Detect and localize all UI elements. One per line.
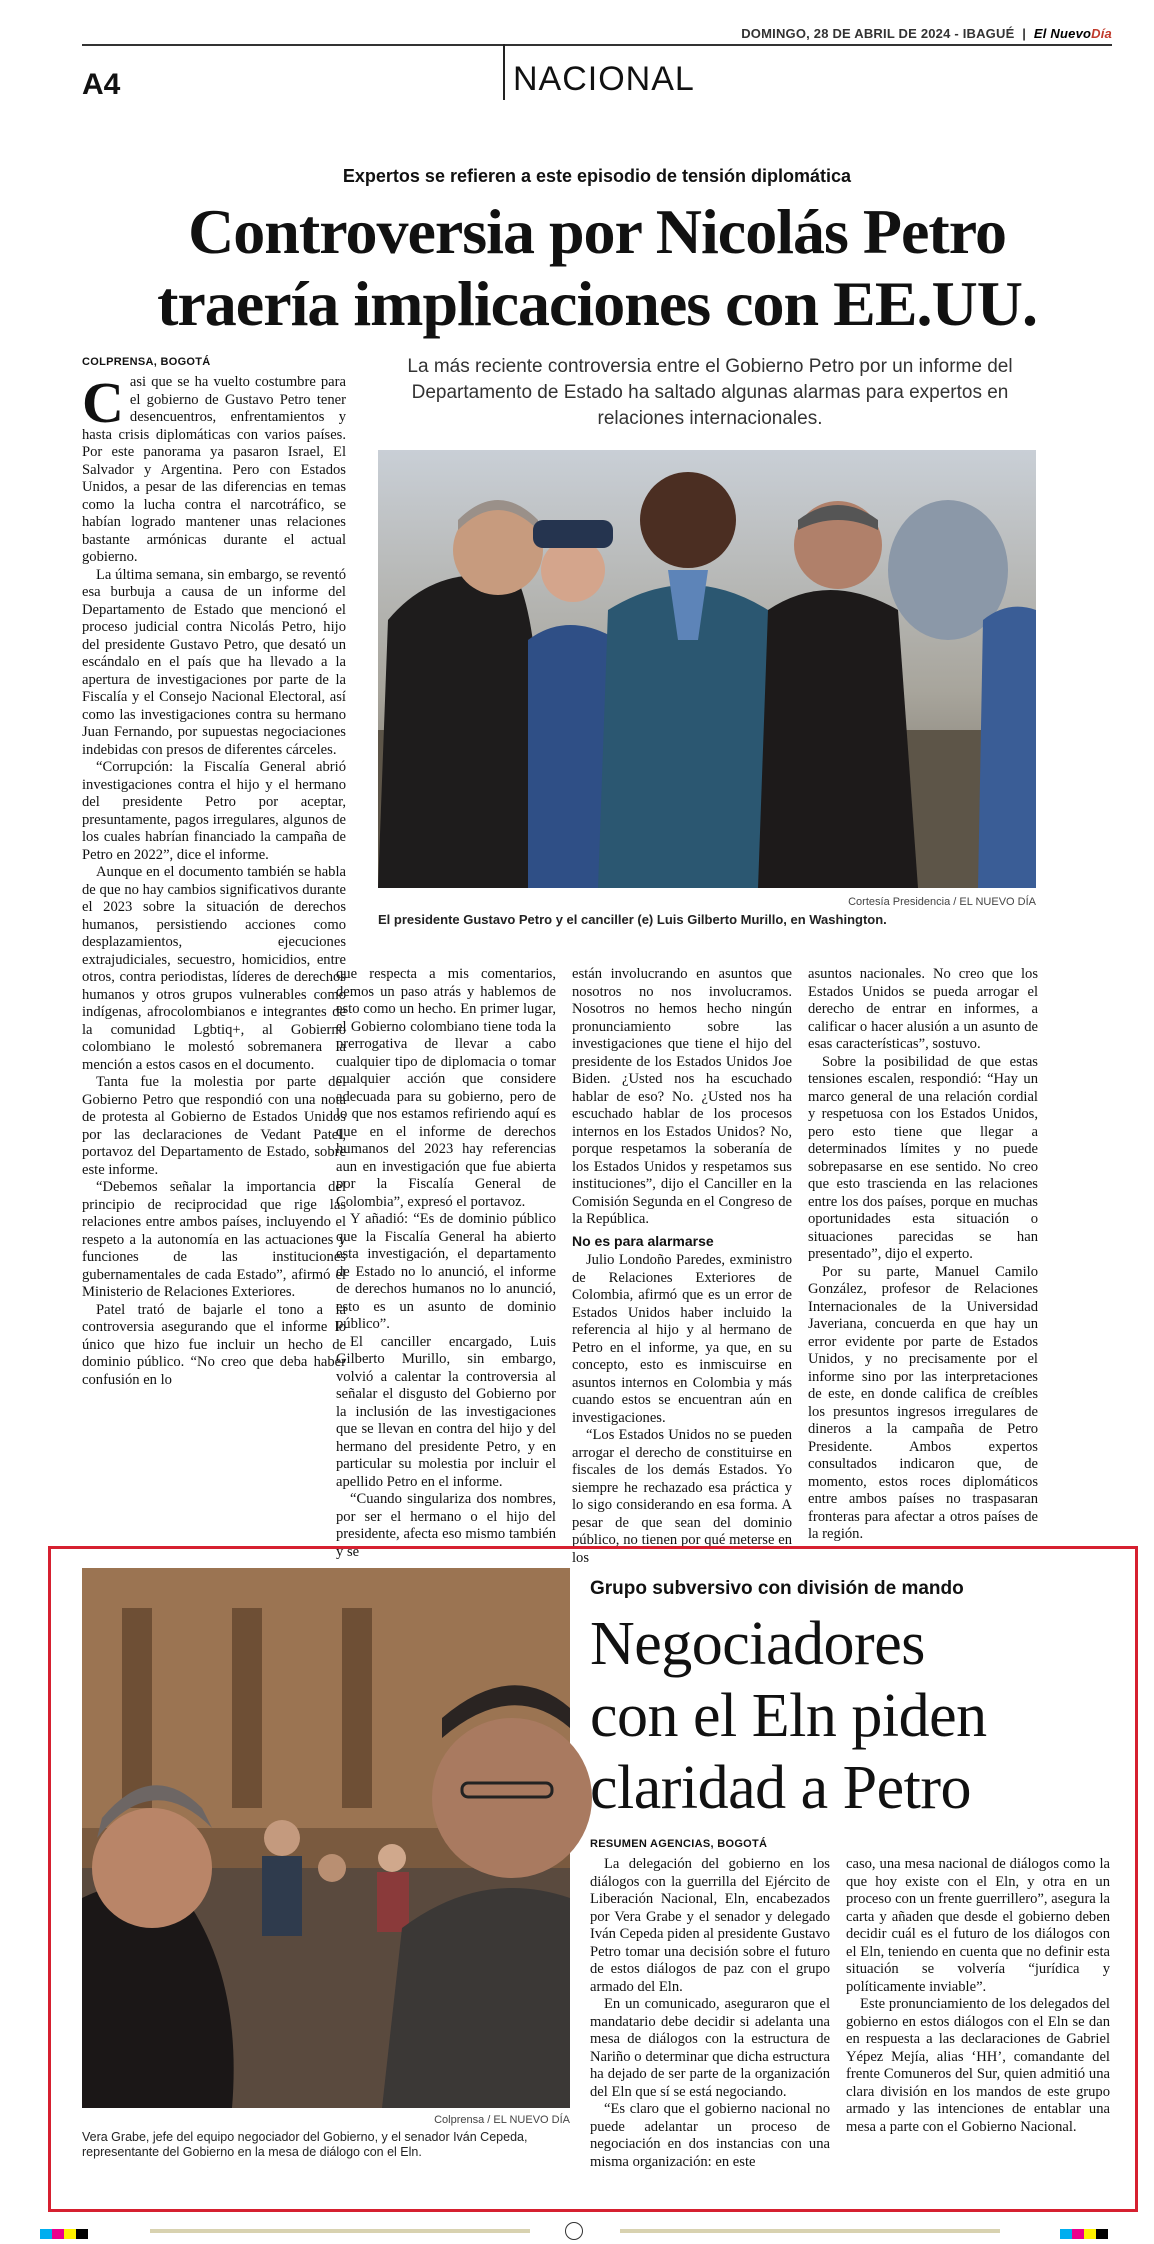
subhead: No es para alarmarse [572,1232,714,1249]
paragraph: La última semana, sin embargo, se reventó esa burbuja a causa de un informe del Departamento de Estado que mencionó el proceso judicial contra Nicolás Petro, hijo del presidente Gustavo Petro, que desató un escándalo en el país que ha llevado a la apertura de investigaciones por parte de la Fiscalía y el Consejo Nacional Electoral, así como las investigaciones contra su hermano Juan Fernando, por supuestas negociaciones indebidas con presos de diferentes cárceles. [82,566,346,758]
article1-headline: Controversia por Nicolás Petro traería implicaciones con EE.UU. [157,196,1037,339]
section-title: NACIONAL [513,60,695,98]
paragraph: “Los Estados Unidos no se pueden arrogar el derecho de constituirse en fiscales de los demás Estados. Yo siempre he rechazado esa práctica y lo sigo considerando en esa forma. A pesar de que sean del dominio público, no tienen por qué meterse en los [572,1427,792,1566]
paragraph: “Cuando singulariza dos nombres, por ser el hermano o el hijo del presidente, afecta eso mismo también y se [336,1491,556,1560]
paragraph: La delegación del gobierno en los diálogos con la guerrilla del Ejército de Liberación Nacional, Eln, encabezados por Vera Grabe y el senador y delegado Iván Cepeda piden al presidente Gustavo Petro tomar una decisión sobre el futuro de estos diálogos de paz con el grupo armado del Eln. [590,1856,830,1995]
article2-byline: RESUMEN AGENCIAS, BOGOTÁ [590,1838,768,1850]
paragraph: Y añadió: “Es de dominio público que la Fiscalía General ha abierto esta investigación, el departamento de Estado no lo anunció, el informe de derechos humanos no lo anunció, esto es un asunto de dominio público”. [336,1211,556,1332]
crosshair-icon [565,2222,583,2240]
paragraph: Este pronunciamiento de los delegados del gobierno en estos diálogos con el Eln se dan en respuesta a las declaraciones de Gabriel Yépez Mejía, alias ‘HH’, comandante del frente Comuneros del Sur, quien admitió una clara división en los mandos de este grupo armado y las intenciones de entablar una mesa a parte con el Gobierno Nacional. [846,1996,1110,2135]
color-swatches-right [1060,2226,1108,2244]
paragraph: asi que se ha vuelto costumbre para el gobierno de Gustavo Petro tener desencuentros, enfrentamientos y hasta crisis diplomáticas con varios países. Por este panorama ya pasaron Israel, El Salvador y Argentina. Pero con Estados Unidos, a pesar de las diferencias en temas como la lucha contra el narcotráfico, se habían logrado mantener unas relaciones bastante armónicas durante el actual gobierno. [82,374,346,565]
article2-col2 [846,1856,1110,2208]
registration-rule-left [150,2229,530,2233]
paragraph: El canciller encargado, Luis Gilberto Murillo, sin embargo, volvió a calentar la controversia al señalar el disgusto del Gobierno por la inclusión de las investigaciones que se llevan en contra del hijo y del hermano del presidente Petro, y en particular su molestia por incluir el apellido Petro en el informe. [336,1333,556,1490]
photo-petro-murillo [378,450,1036,888]
article1-byline: COLPRENSA, BOGOTÁ [82,356,211,368]
article1-lede: La más reciente controversia entre el Gobierno Petro por un informe del Departamento de Estado ha saltado algunas alarmas para expertos en relaciones internacionales. [407,356,1013,429]
page-number: A4 [82,68,121,101]
article1-col2 [336,966,556,1560]
brand-logo: El NuevoDía [1033,26,1112,41]
article1-photo-caption: El presidente Gustavo Petro y el canciller (e) Luis Gilberto Murillo, en Washington. [378,912,887,927]
paragraph: Aunque en el documento también se habla de que no hay cambios significativos durante el 2023 sobre la situación de derechos humanos, persistiendo acciones como desplazamientos, ejecuciones extrajudiciales, secuestro, homicidios, entre otros, contra periodistas, líderes de derechos humanos y otros grupos vulnerables como indígenas, afrocolombianos e integrantes de la comunidad Lgbtiq+, al Gobierno colombiano le molestó sobremanera la mención a estos casos en el documento. [82,864,346,1073]
dateline: DOMINGO, 28 DE ABRIL DE 2024 - IBAGUÉ | El NuevoDía [741,26,1112,41]
paragraph: “Es claro que el gobierno nacional no puede adelantar un proceso de negociación en dos instancias con una misma organización: en este [590,2101,830,2170]
article2-col1 [590,1856,830,2208]
registration-rule-right [620,2229,1000,2233]
paragraph: asuntos nacionales. No creo que los Estados Unidos se pueda arrogar el derecho de entrar en informes, a calificar o hacer alusión a un asunto de esas características”, sostuvo. [808,966,1038,1052]
article1-col3 [572,966,792,1566]
registration-bar [0,2226,1154,2236]
paragraph: Por su parte, Manuel Camilo González, profesor de Relaciones Internacionales de la Universidad Javeriana, concuerda en que hay un error evidente por parte de Estados Unidos, y no precisamente por el informe sino por las interpretaciones de este, en donde califica de creíbles los presuntos ingresos irregulares de dineros a la campaña de Petro Presidente. Ambos expertos consultados indicaron que, de momento, estos roces diplomáticos entre ambos países no traspasaran fronteras para afectar a otros países de la región. [808,1263,1038,1542]
article1-col4 [808,966,1038,1546]
paragraph: están involucrando en asuntos que nosotros no nos involucramos. Nosotros no hemos hecho ningún pronunciamiento sobre las investigaciones que tiene el hijo del presidente de los Estados Unidos Joe Biden. ¿Usted nos ha escuchado hablar de eso? No. ¿Usted nos ha escuchado hablar de los procesos internos en los Estados Unidos? No, porque respetamos la soberanía de los Estados Unidos y respetamos sus instituciones”, dijo el Canciller en la Comisión Segunda en el Congreso de la República. [572,966,792,1227]
paragraph: En un comunicado, aseguraron que el mandatario debe decidir si adelanta una mesa de diálogos con la estructura de Nariño o determinar que dicha estructura ha dejado de ser parte de la organización del Eln que sí se está negociando. [590,1996,830,2100]
photo-grabe-cepeda [82,1568,570,2108]
article1-kicker: Expertos se refieren a este episodio de tensión diplomática [342,166,852,186]
paragraph: caso, una mesa nacional de diálogos como la que hoy existe con el Eln, y otra en un proceso con un frente guerrillero”, asegura la carta y añaden que desde el gobierno deben decidir cuál es el futuro de los diálogos con el Eln, teniendo en cuenta que no definir esta situación se volvería “jurídica y políticamente inviable”. [846,1856,1110,1995]
article2-kicker: Grupo subversivo con división de mando [590,1578,964,1599]
color-swatches-left [40,2226,88,2244]
paragraph: “Corrupción: la Fiscalía General abrió investigaciones contra el hijo y el hermano del presidente Petro por aceptar, presuntamente, pagos irregulares, algunos de los cuales habrían financiado la campaña de Petro en 2022”, dice el informe. [82,759,346,863]
paragraph: “Debemos señalar la importancia del principio de reciprocidad que rige las relaciones entre ambos países, incluyendo el respeto a la autonomía en las actuaciones y funciones de las instituciones gubernamentales de cada Estado”, afirmó el Ministerio de Relaciones Exteriores. [82,1179,346,1300]
paragraph: Julio Londoño Paredes, exministro de Relaciones Exteriores de Colombia, afirmó que es un error de Estados Unidos haber incluido la referencia al hijo y al hermano de Petro en el informe, ya que, en su concepto, esto es inmiscuirse en asuntos internos en Colombia y más cuando estos se encuentran aún en investigaciones. [572,1252,792,1426]
article2-photo [82,1568,570,2108]
section-divider [503,44,505,100]
paragraph: que respecta a mis comentarios, demos un paso atrás y hablemos de esto como un hecho. En primer lugar, el Gobierno colombiano tiene toda la prerrogativa de llevar a cabo cualquier tipo de diplomacia o tomar cualquier acción que considere adecuada para su gobierno, pero de lo que nos estamos refiriendo aquí es que en el informe de derechos humanos del 2023 hay referencias aun en investigación que fue abierta por la Fiscalía General de Colombia”, expresó el portavoz. [336,966,556,1210]
article2-photo-credit: Colprensa / EL NUEVO DÍA [434,2114,570,2126]
header-rule [82,44,1112,46]
dropcap: C [82,370,124,435]
article1-photo [378,450,1036,888]
article1-col1 [82,370,346,1548]
paragraph: Patel trató de bajarle el tono a la controversia asegurando que el informe lo único que hizo fue incluir un hecho de dominio público. “No creo que deba haber confusión en lo [82,1301,346,1388]
article2-headline: Negociadores con el Eln piden claridad a Petro [590,1610,987,1822]
article1-photo-credit: Cortesía Presidencia / EL NUEVO DÍA [848,896,1036,908]
dateline-text: DOMINGO, 28 DE ABRIL DE 2024 - IBAGUÉ [741,26,1015,41]
article2-photo-caption: Vera Grabe, jefe del equipo negociador del Gobierno, y el senador Iván Cepeda, representante del Gobierno en la mesa de diálogo con el Eln. [82,2130,528,2159]
paragraph: Sobre la posibilidad de que estas tensiones escalen, respondió: “Hay un marco general de una relación cordial y respetuosa con los Estados Unidos, pero esto tiene que llegar a determinados límites y no puede sobrepasarse en ese sentido. No creo que esto trascienda en las relaciones entre los dos países, porque en muchas oportunidades esta situación o situaciones parecidas se han presentado”, dijo el experto. [808,1053,1038,1262]
paragraph: Tanta fue la molestia por parte del Gobierno Petro que respondió con una nota de protesta al Gobierno de Estados Unidos por las declaraciones de Vedant Patel, portavoz del Departamento de Estado, sobre este informe. [82,1074,346,1178]
